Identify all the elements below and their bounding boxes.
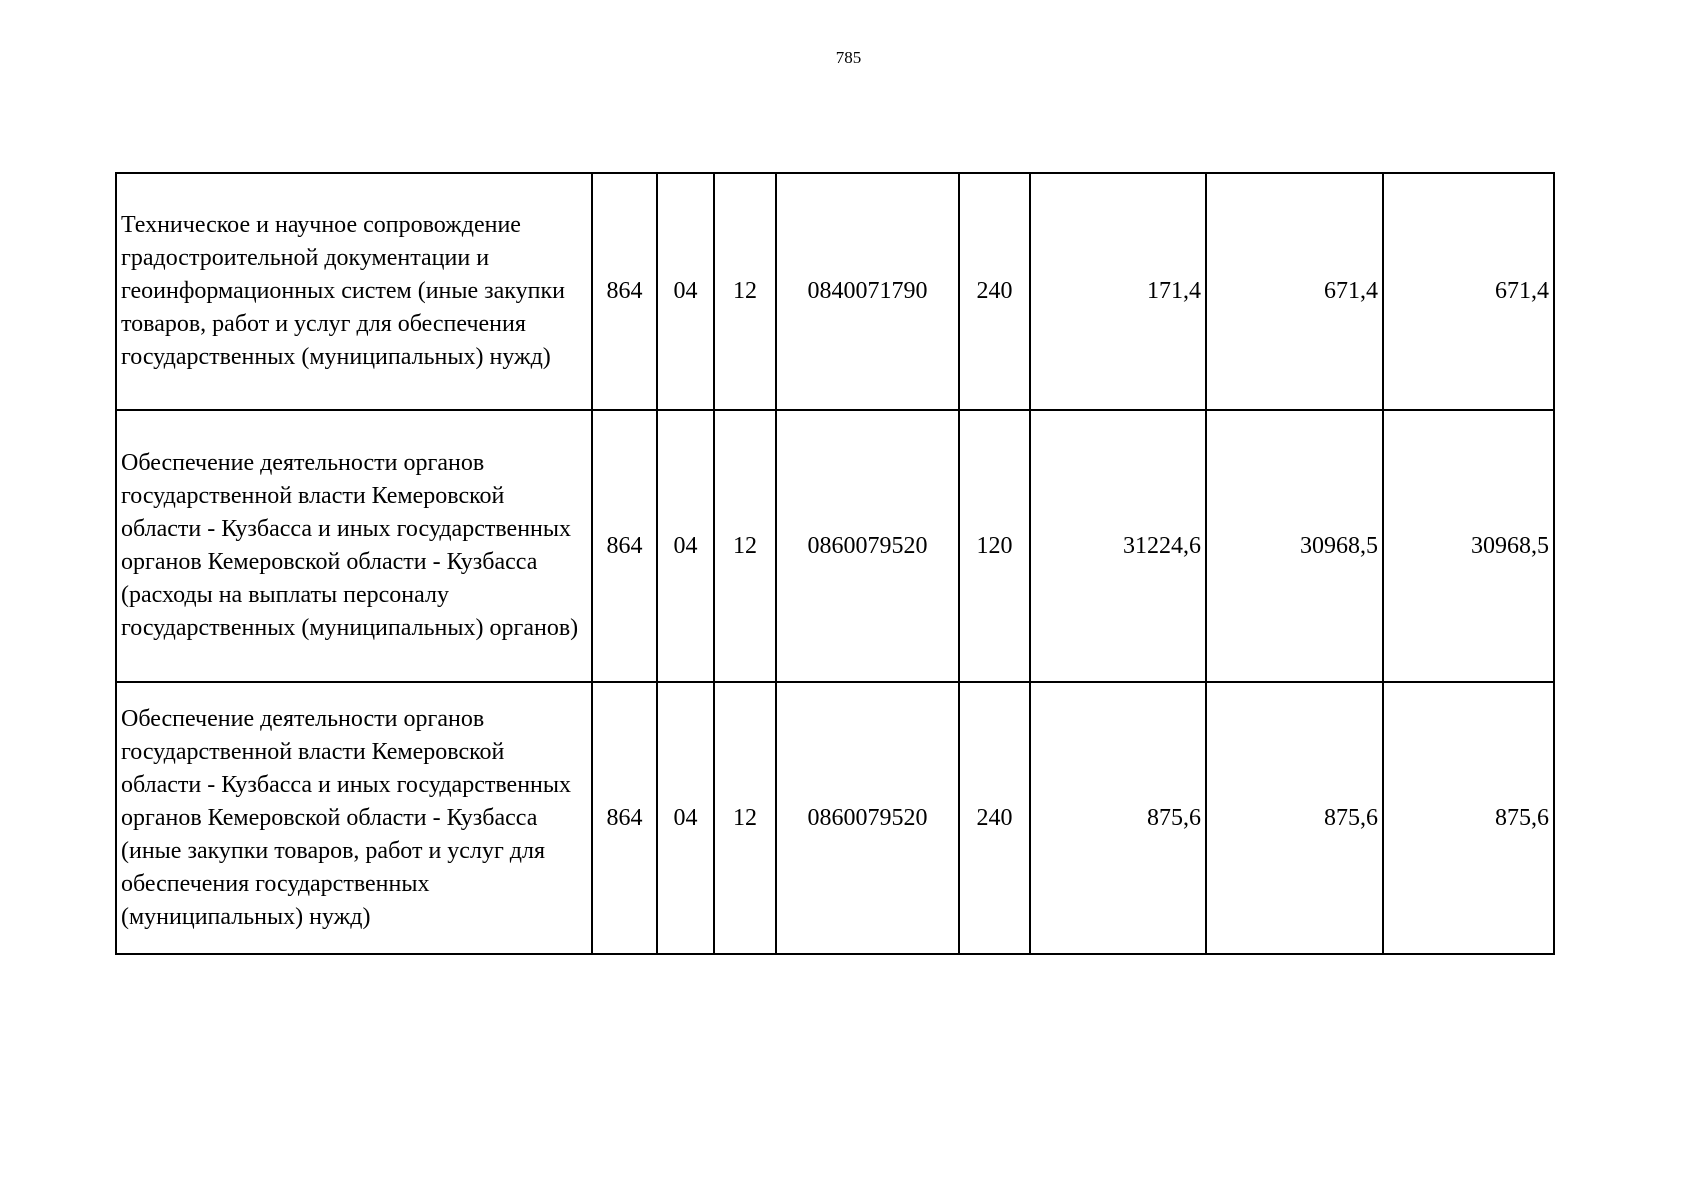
amount-year-3: 875,6 — [1383, 682, 1554, 954]
amount-year-2: 671,4 — [1206, 173, 1383, 410]
page-number: 785 — [835, 48, 862, 67]
ministry-code: 864 — [592, 682, 657, 954]
row-description: Обеспечение деятельности органов государственной власти Кемеровской области - Кузбасса и иных государственных органов Кемеровской области - Кузбасса (иные закупки товаров, работ и услуг для обеспечения государственных (муниципальных) нужд) — [116, 682, 592, 954]
subsection-code: 12 — [714, 173, 776, 410]
subsection-code: 12 — [714, 410, 776, 682]
table-row — [116, 173, 1554, 410]
amount-year-1: 171,4 — [1030, 173, 1206, 410]
expense-type-code: 240 — [959, 173, 1030, 410]
amount-year-2: 875,6 — [1206, 682, 1383, 954]
section-code: 04 — [657, 173, 714, 410]
expense-type-code: 240 — [959, 682, 1030, 954]
section-code: 04 — [657, 682, 714, 954]
row-description: Техническое и научное сопровождение градостроительной документации и геоинформационных систем (иные закупки товаров, работ и услуг для обеспечения государственных (муниципальных) нужд) — [116, 173, 592, 410]
amount-year-2: 30968,5 — [1206, 410, 1383, 682]
table-row — [116, 410, 1554, 682]
amount-year-1: 875,6 — [1030, 682, 1206, 954]
target-article-code: 0860079520 — [776, 410, 959, 682]
table-row — [116, 682, 1554, 954]
section-code: 04 — [657, 410, 714, 682]
row-description: Обеспечение деятельности органов государственной власти Кемеровской области - Кузбасса и иных государственных органов Кемеровской области - Кузбасса (расходы на выплаты персоналу государственных (муниципальных) органов) — [116, 410, 592, 682]
ministry-code: 864 — [592, 410, 657, 682]
expense-type-code: 120 — [959, 410, 1030, 682]
budget-table — [115, 172, 1555, 955]
amount-year-3: 30968,5 — [1383, 410, 1554, 682]
amount-year-1: 31224,6 — [1030, 410, 1206, 682]
ministry-code: 864 — [592, 173, 657, 410]
target-article-code: 0860079520 — [776, 682, 959, 954]
subsection-code: 12 — [714, 682, 776, 954]
target-article-code: 0840071790 — [776, 173, 959, 410]
amount-year-3: 671,4 — [1383, 173, 1554, 410]
